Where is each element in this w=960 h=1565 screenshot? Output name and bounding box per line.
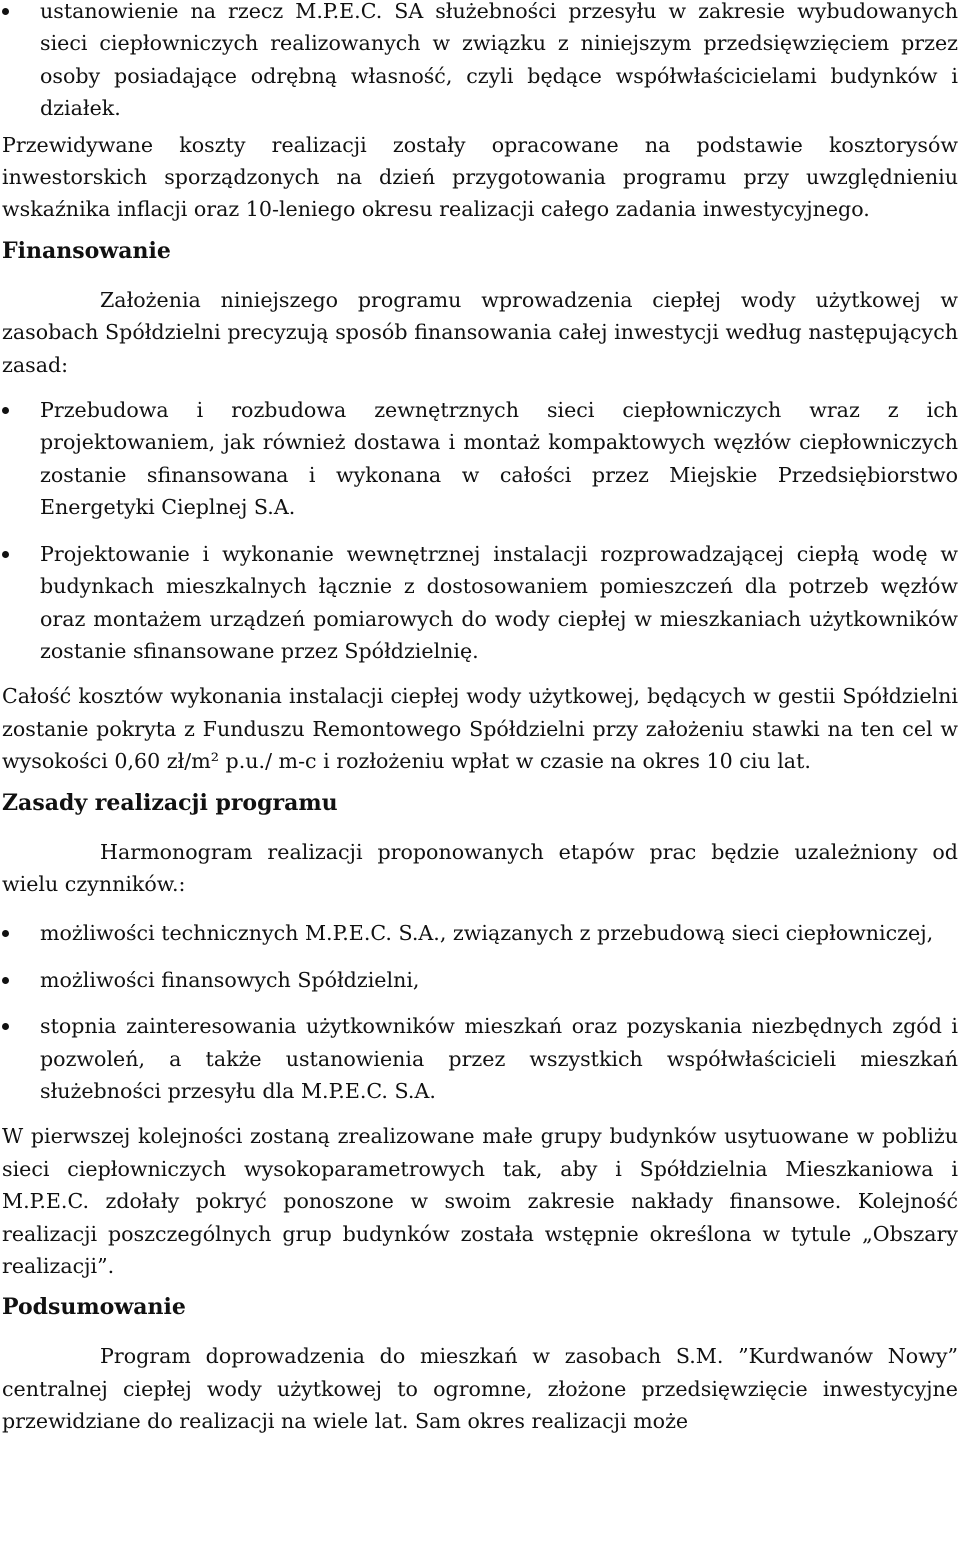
financing-intro: Założenia niniejszego programu wprowadzenia ciepłej wody użytkowej w zasobach Spółdzielni precyzują sposób finansowania całej inwestycji według następujących zasad: <box>2 287 958 377</box>
summary-paragraph: Program doprowadzenia do mieszkań w zasobach S.M. ”Kurdwanów Nowy” centralnej ciepłej wody użytkowej to ogromne, złożone przedsięwzięcie inwestycyjne przewidziane do realizacji na wiele lat. Sam okres realizacji może <box>2 1344 958 1434</box>
implementation-list <box>2 917 958 1107</box>
order-paragraph: W pierwszej kolejności zostaną zrealizowane małe grupy budynków usytuowane w pobliżu sieci ciepłowniczych wysokoparametrowych tak, aby i Spółdzielnia Mieszkaniowa i M.P.E.C. zdołały pokryć ponoszone w swoim zakresie nakłady finansowe. Kolejność realizacji poszczególnych grup budynków została wstępnie określona w tytule „Obszary realizacji”. <box>2 1124 958 1278</box>
summary-heading: Podsumowanie <box>2 1294 186 1321</box>
implementation-heading: Zasady realizacji programu <box>2 789 338 816</box>
implementation-intro: Harmonogram realizacji proponowanych etapów prac będzie uzależniony od wielu czynników.: <box>2 839 958 896</box>
list-item: możliwości technicznych M.P.E.C. S.A., związanych z przebudową sieci ciepłowniczej, <box>2 917 958 949</box>
financing-heading: Finansowanie <box>2 237 171 264</box>
list-item: stopnia zainteresowania użytkowników mieszkań oraz pozyskania niezbędnych zgód i pozwoleń, a także ustanowienia przez wszystkich współwłaścicieli mieszkań służebności przesyłu dla M.P.E.C. S.A. <box>2 1010 958 1107</box>
top-bullet-list <box>2 0 958 125</box>
costs-paragraph: Przewidywane koszty realizacji zostały opracowane na podstawie kosztorysów inwestorskich sporządzonych na dzień przygotowania programu przy uwzględnieniu wskaźnika inflacji oraz 10-leniego okresu realizacji całego zadania inwestycyjnego. <box>2 132 958 222</box>
financing-summary: Całość kosztów wykonania instalacji ciepłej wody użytkowej, będących w gestii Spółdzielni zostanie pokryta z Funduszu Remontowego Spółdzielni przy założeniu stawki na ten cel w wysokości 0,60 zł/m² p.u./ m-c i rozłożeniu wpłat w czasie na okres 10 ciu lat. <box>2 684 958 774</box>
list-item: ustanowienie na rzecz M.P.E.C. SA służebności przesyłu w zakresie wybudowanych sieci ciepłowniczych realizowanych w związku z niniejszym przedsięwzięciem przez osoby posiadające odrębną własność, czyli będące współwłaścicielami budynków i działek. <box>2 0 958 125</box>
list-item: Przebudowa i rozbudowa zewnętrznych sieci ciepłowniczych wraz z ich projektowaniem, jak również dostawa i montaż kompaktowych węzłów ciepłowniczych zostanie sfinansowana i wykonana w całości przez Miejskie Przedsiębiorstwo Energetyki Cieplnej S.A. <box>2 394 958 524</box>
list-item: Projektowanie i wykonanie wewnętrznej instalacji rozprowadzającej ciepłą wodę w budynkach mieszkalnych łącznie z dostosowaniem pomieszczeń dla potrzeb węzłów oraz montażem urządzeń pomiarowych do wody ciepłej w mieszkaniach użytkowników zostanie sfinansowane przez Spółdzielnię. <box>2 538 958 668</box>
financing-list <box>2 394 958 667</box>
list-item: możliwości finansowych Spółdzielni, <box>2 964 958 996</box>
